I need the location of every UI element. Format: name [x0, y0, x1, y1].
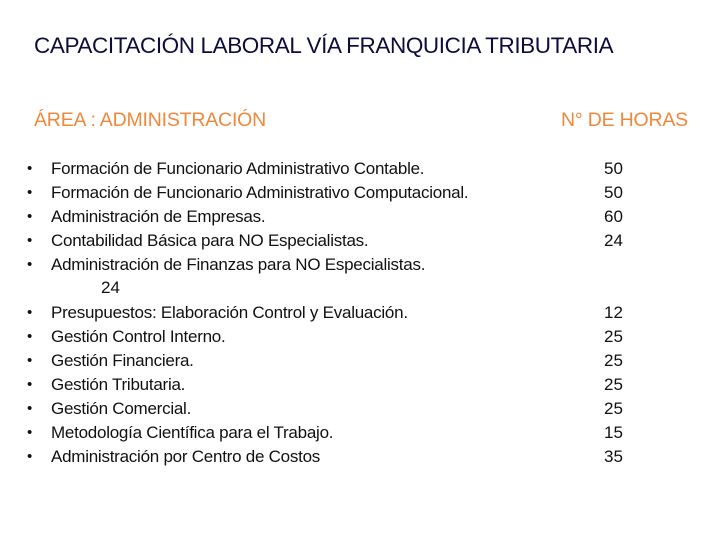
list-item — [0, 349, 720, 373]
list-item — [0, 397, 720, 421]
bullet-icon: • — [27, 448, 33, 465]
course-name: Gestión Comercial. — [51, 399, 192, 418]
course-name: Administración de Finanzas para NO Especialistas. — [51, 255, 426, 274]
bullet-icon: • — [27, 208, 33, 225]
course-hours: 25 — [604, 399, 623, 418]
bullet-icon: • — [27, 256, 33, 273]
list-item — [0, 229, 720, 253]
wrapped-hours-value: 24 — [101, 278, 120, 297]
course-name: Gestión Tributaria. — [51, 375, 186, 394]
list-item — [0, 445, 720, 469]
list-item — [0, 253, 720, 277]
course-hours: 35 — [604, 447, 623, 466]
hours-heading: N° DE HORAS — [561, 109, 688, 131]
course-name: Formación de Funcionario Administrativo Contable. — [51, 159, 425, 178]
course-hours: 15 — [604, 423, 623, 442]
list-item — [0, 181, 720, 205]
course-name: Contabilidad Básica para NO Especialistas. — [51, 231, 369, 250]
course-hours: 25 — [604, 351, 623, 370]
bullet-icon: • — [27, 424, 33, 441]
list-item — [0, 373, 720, 397]
bullet-icon: • — [27, 160, 33, 177]
list-item — [0, 325, 720, 349]
bullet-icon: • — [27, 232, 33, 249]
area-heading: ÁREA : ADMINISTRACIÓN — [34, 109, 267, 131]
list-item — [0, 157, 720, 181]
bullet-icon: • — [27, 376, 33, 393]
course-name: Gestión Control Interno. — [51, 327, 226, 346]
course-name: Gestión Financiera. — [51, 351, 194, 370]
course-name: Administración por Centro de Costos — [51, 447, 321, 466]
bullet-icon: • — [27, 328, 33, 345]
course-hours: 25 — [604, 375, 623, 394]
bullet-icon: • — [27, 304, 33, 321]
course-name: Metodología Científica para el Trabajo. — [51, 423, 334, 442]
course-name: Formación de Funcionario Administrativo Computacional. — [51, 183, 469, 202]
course-hours: 24 — [604, 231, 623, 250]
bullet-icon: • — [27, 400, 33, 417]
bullet-icon: • — [27, 184, 33, 201]
course-hours: 50 — [604, 159, 623, 178]
course-hours: 60 — [604, 207, 623, 226]
list-item — [0, 421, 720, 445]
page-title: CAPACITACIÓN LABORAL VÍA FRANQUICIA TRIBUTARIA — [34, 33, 614, 58]
course-hours: 25 — [604, 327, 623, 346]
course-hours: 50 — [604, 183, 623, 202]
course-hours: 12 — [604, 303, 623, 322]
course-name: Presupuestos: Elaboración Control y Evaluación. — [51, 303, 408, 322]
course-name: Administración de Empresas. — [51, 207, 266, 226]
list-item — [0, 301, 720, 325]
list-item — [0, 205, 720, 229]
bullet-icon: • — [27, 352, 33, 369]
